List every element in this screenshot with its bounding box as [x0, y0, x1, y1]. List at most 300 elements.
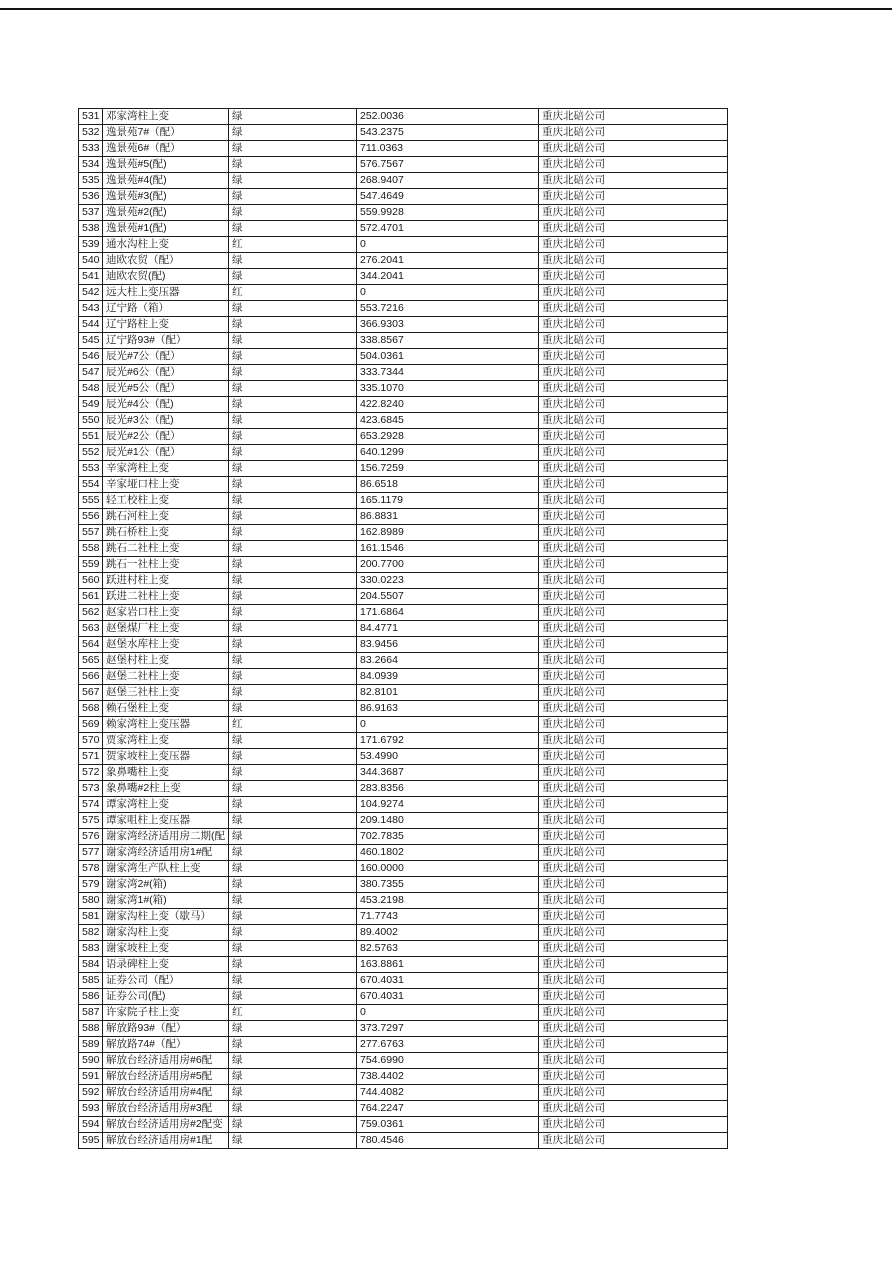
- table-row: [79, 1069, 728, 1085]
- table-row: [79, 797, 728, 813]
- status-cell: 绿: [229, 797, 357, 813]
- row-number-cell: 573: [79, 781, 103, 797]
- name-cell: 证券公司（配）: [103, 973, 229, 989]
- name-cell: 辰光#5公（配）: [103, 381, 229, 397]
- company-cell: 重庆北碚公司: [539, 733, 728, 749]
- value-cell: 0: [357, 1005, 539, 1021]
- status-cell: 绿: [229, 1069, 357, 1085]
- row-number-cell: 547: [79, 365, 103, 381]
- value-cell: 71.7743: [357, 909, 539, 925]
- status-cell: 绿: [229, 925, 357, 941]
- row-number-cell: 587: [79, 1005, 103, 1021]
- status-cell: 绿: [229, 1053, 357, 1069]
- name-cell: 远大柱上变压器: [103, 285, 229, 301]
- company-cell: 重庆北碚公司: [539, 1053, 728, 1069]
- table-row: [79, 557, 728, 573]
- name-cell: 辛家湾柱上变: [103, 461, 229, 477]
- row-number-cell: 564: [79, 637, 103, 653]
- value-cell: 754.6990: [357, 1053, 539, 1069]
- value-cell: 283.8356: [357, 781, 539, 797]
- table-row: [79, 333, 728, 349]
- value-cell: 0: [357, 285, 539, 301]
- value-cell: 423.6845: [357, 413, 539, 429]
- company-cell: 重庆北碚公司: [539, 477, 728, 493]
- status-cell: 绿: [229, 157, 357, 173]
- value-cell: 553.7216: [357, 301, 539, 317]
- table-row: [79, 813, 728, 829]
- row-number-cell: 532: [79, 125, 103, 141]
- status-cell: 绿: [229, 909, 357, 925]
- row-number-cell: 543: [79, 301, 103, 317]
- value-cell: 209.1480: [357, 813, 539, 829]
- name-cell: 解放台经济适用房#4配: [103, 1085, 229, 1101]
- name-cell: 赵堡村柱上变: [103, 653, 229, 669]
- status-cell: 绿: [229, 365, 357, 381]
- name-cell: 轻工校柱上变: [103, 493, 229, 509]
- status-cell: 绿: [229, 701, 357, 717]
- table-row: [79, 845, 728, 861]
- status-cell: 绿: [229, 557, 357, 573]
- row-number-cell: 555: [79, 493, 103, 509]
- value-cell: 543.2375: [357, 125, 539, 141]
- company-cell: 重庆北碚公司: [539, 1037, 728, 1053]
- company-cell: 重庆北碚公司: [539, 861, 728, 877]
- row-number-cell: 545: [79, 333, 103, 349]
- value-cell: 163.8861: [357, 957, 539, 973]
- row-number-cell: 562: [79, 605, 103, 621]
- row-number-cell: 540: [79, 253, 103, 269]
- row-number-cell: 566: [79, 669, 103, 685]
- table-row: [79, 861, 728, 877]
- name-cell: 逸景苑#1(配): [103, 221, 229, 237]
- name-cell: 赵堡三社柱上变: [103, 685, 229, 701]
- value-cell: 165.1179: [357, 493, 539, 509]
- value-cell: 83.9456: [357, 637, 539, 653]
- row-number-cell: 539: [79, 237, 103, 253]
- table-row: [79, 381, 728, 397]
- table-row: [79, 365, 728, 381]
- status-cell: 绿: [229, 189, 357, 205]
- name-cell: 赖家湾柱上变压器: [103, 717, 229, 733]
- table-row: [79, 253, 728, 269]
- value-cell: 547.4649: [357, 189, 539, 205]
- status-cell: 绿: [229, 509, 357, 525]
- name-cell: 谢家沟柱上变: [103, 925, 229, 941]
- name-cell: 谭家咀柱上变压器: [103, 813, 229, 829]
- value-cell: 460.1802: [357, 845, 539, 861]
- company-cell: 重庆北碚公司: [539, 493, 728, 509]
- name-cell: 辛家垭口柱上变: [103, 477, 229, 493]
- status-cell: 红: [229, 285, 357, 301]
- value-cell: 84.4771: [357, 621, 539, 637]
- table-row: [79, 685, 728, 701]
- status-cell: 绿: [229, 317, 357, 333]
- status-cell: 绿: [229, 685, 357, 701]
- row-number-cell: 563: [79, 621, 103, 637]
- company-cell: 重庆北碚公司: [539, 541, 728, 557]
- page-top-rule: [0, 8, 892, 10]
- table-row: [79, 509, 728, 525]
- company-cell: 重庆北碚公司: [539, 461, 728, 477]
- table-row: [79, 781, 728, 797]
- company-cell: 重庆北碚公司: [539, 285, 728, 301]
- row-number-cell: 590: [79, 1053, 103, 1069]
- row-number-cell: 552: [79, 445, 103, 461]
- row-number-cell: 557: [79, 525, 103, 541]
- status-cell: 绿: [229, 1085, 357, 1101]
- company-cell: 重庆北碚公司: [539, 973, 728, 989]
- value-cell: 89.4002: [357, 925, 539, 941]
- value-cell: 86.9163: [357, 701, 539, 717]
- table-row: [79, 877, 728, 893]
- table-row: [79, 189, 728, 205]
- name-cell: 逸景苑7#（配）: [103, 125, 229, 141]
- company-cell: 重庆北碚公司: [539, 989, 728, 1005]
- row-number-cell: 537: [79, 205, 103, 221]
- name-cell: 谭家湾柱上变: [103, 797, 229, 813]
- name-cell: 辰光#6公（配）: [103, 365, 229, 381]
- row-number-cell: 592: [79, 1085, 103, 1101]
- table-row: [79, 413, 728, 429]
- company-cell: 重庆北碚公司: [539, 173, 728, 189]
- company-cell: 重庆北碚公司: [539, 701, 728, 717]
- value-cell: 330.0223: [357, 573, 539, 589]
- row-number-cell: 579: [79, 877, 103, 893]
- company-cell: 重庆北碚公司: [539, 557, 728, 573]
- value-cell: 504.0361: [357, 349, 539, 365]
- status-cell: 绿: [229, 1117, 357, 1133]
- status-cell: 绿: [229, 845, 357, 861]
- table-row: [79, 925, 728, 941]
- table-row: [79, 573, 728, 589]
- company-cell: 重庆北碚公司: [539, 589, 728, 605]
- status-cell: 绿: [229, 589, 357, 605]
- company-cell: 重庆北碚公司: [539, 797, 728, 813]
- name-cell: 贺家坡柱上变压器: [103, 749, 229, 765]
- company-cell: 重庆北碚公司: [539, 125, 728, 141]
- transformer-table: [78, 108, 728, 1149]
- table-row: [79, 733, 728, 749]
- table-row: [79, 477, 728, 493]
- table-row: [79, 701, 728, 717]
- value-cell: 335.1070: [357, 381, 539, 397]
- table-row: [79, 749, 728, 765]
- value-cell: 333.7344: [357, 365, 539, 381]
- table-row: [79, 285, 728, 301]
- table-row: [79, 765, 728, 781]
- table-row: [79, 637, 728, 653]
- row-number-cell: 567: [79, 685, 103, 701]
- value-cell: 702.7835: [357, 829, 539, 845]
- table-row: [79, 653, 728, 669]
- table-row: [79, 893, 728, 909]
- name-cell: 邓家湾柱上变: [103, 109, 229, 125]
- table-row: [79, 541, 728, 557]
- status-cell: 绿: [229, 765, 357, 781]
- row-number-cell: 535: [79, 173, 103, 189]
- table-row: [79, 525, 728, 541]
- value-cell: 82.5763: [357, 941, 539, 957]
- company-cell: 重庆北碚公司: [539, 781, 728, 797]
- company-cell: 重庆北碚公司: [539, 1133, 728, 1149]
- value-cell: 559.9928: [357, 205, 539, 221]
- value-cell: 640.1299: [357, 445, 539, 461]
- status-cell: 绿: [229, 205, 357, 221]
- table-row: [79, 269, 728, 285]
- name-cell: 解放台经济适用房#2配变: [103, 1117, 229, 1133]
- value-cell: 453.2198: [357, 893, 539, 909]
- table-row: [79, 1117, 728, 1133]
- status-cell: 绿: [229, 861, 357, 877]
- status-cell: 绿: [229, 1101, 357, 1117]
- table-row: [79, 173, 728, 189]
- value-cell: 344.3687: [357, 765, 539, 781]
- row-number-cell: 551: [79, 429, 103, 445]
- company-cell: 重庆北碚公司: [539, 525, 728, 541]
- name-cell: 谢家湾2#(箱): [103, 877, 229, 893]
- company-cell: 重庆北碚公司: [539, 669, 728, 685]
- company-cell: 重庆北碚公司: [539, 877, 728, 893]
- company-cell: 重庆北碚公司: [539, 397, 728, 413]
- status-cell: 绿: [229, 301, 357, 317]
- status-cell: 绿: [229, 173, 357, 189]
- table-row: [79, 205, 728, 221]
- table-row: [79, 605, 728, 621]
- value-cell: 83.2664: [357, 653, 539, 669]
- row-number-cell: 584: [79, 957, 103, 973]
- company-cell: 重庆北碚公司: [539, 941, 728, 957]
- company-cell: 重庆北碚公司: [539, 1005, 728, 1021]
- company-cell: 重庆北碚公司: [539, 909, 728, 925]
- table-row: [79, 1101, 728, 1117]
- table-row: [79, 989, 728, 1005]
- value-cell: 738.4402: [357, 1069, 539, 1085]
- status-cell: 绿: [229, 413, 357, 429]
- company-cell: 重庆北碚公司: [539, 685, 728, 701]
- row-number-cell: 546: [79, 349, 103, 365]
- row-number-cell: 544: [79, 317, 103, 333]
- table-row: [79, 157, 728, 173]
- value-cell: 104.9274: [357, 797, 539, 813]
- value-cell: 84.0939: [357, 669, 539, 685]
- company-cell: 重庆北碚公司: [539, 317, 728, 333]
- status-cell: 绿: [229, 349, 357, 365]
- company-cell: 重庆北碚公司: [539, 829, 728, 845]
- company-cell: 重庆北碚公司: [539, 445, 728, 461]
- company-cell: 重庆北碚公司: [539, 925, 728, 941]
- row-number-cell: 565: [79, 653, 103, 669]
- status-cell: 绿: [229, 893, 357, 909]
- status-cell: 绿: [229, 733, 357, 749]
- name-cell: 辰光#7公（配）: [103, 349, 229, 365]
- value-cell: 204.5507: [357, 589, 539, 605]
- table-row: [79, 941, 728, 957]
- name-cell: 解放台经济适用房#1配: [103, 1133, 229, 1149]
- name-cell: 赵堡二社柱上变: [103, 669, 229, 685]
- value-cell: 780.4546: [357, 1133, 539, 1149]
- name-cell: 赵堡煤厂柱上变: [103, 621, 229, 637]
- company-cell: 重庆北碚公司: [539, 205, 728, 221]
- row-number-cell: 582: [79, 925, 103, 941]
- company-cell: 重庆北碚公司: [539, 1101, 728, 1117]
- company-cell: 重庆北碚公司: [539, 413, 728, 429]
- table-body: [79, 109, 728, 1149]
- name-cell: 辽宁路柱上变: [103, 317, 229, 333]
- table-row: [79, 957, 728, 973]
- value-cell: 764.2247: [357, 1101, 539, 1117]
- table-row: [79, 221, 728, 237]
- value-cell: 744.4082: [357, 1085, 539, 1101]
- name-cell: 解放台经济适用房#3配: [103, 1101, 229, 1117]
- name-cell: 迪欧农贸(配): [103, 269, 229, 285]
- value-cell: 277.6763: [357, 1037, 539, 1053]
- row-number-cell: 581: [79, 909, 103, 925]
- row-number-cell: 531: [79, 109, 103, 125]
- value-cell: 53.4990: [357, 749, 539, 765]
- status-cell: 绿: [229, 125, 357, 141]
- row-number-cell: 550: [79, 413, 103, 429]
- name-cell: 谢家坡柱上变: [103, 941, 229, 957]
- name-cell: 解放路74#（配）: [103, 1037, 229, 1053]
- name-cell: 辽宁路（箱）: [103, 301, 229, 317]
- name-cell: 解放台经济适用房#6配: [103, 1053, 229, 1069]
- value-cell: 82.8101: [357, 685, 539, 701]
- status-cell: 绿: [229, 253, 357, 269]
- value-cell: 759.0361: [357, 1117, 539, 1133]
- value-cell: 711.0363: [357, 141, 539, 157]
- row-number-cell: 554: [79, 477, 103, 493]
- table-row: [79, 109, 728, 125]
- name-cell: 证券公司(配): [103, 989, 229, 1005]
- status-cell: 绿: [229, 429, 357, 445]
- value-cell: 160.0000: [357, 861, 539, 877]
- company-cell: 重庆北碚公司: [539, 141, 728, 157]
- value-cell: 0: [357, 717, 539, 733]
- name-cell: 通水沟柱上变: [103, 237, 229, 253]
- name-cell: 跳石二社柱上变: [103, 541, 229, 557]
- table-row: [79, 1021, 728, 1037]
- company-cell: 重庆北碚公司: [539, 269, 728, 285]
- status-cell: 绿: [229, 1133, 357, 1149]
- row-number-cell: 593: [79, 1101, 103, 1117]
- row-number-cell: 574: [79, 797, 103, 813]
- company-cell: 重庆北碚公司: [539, 365, 728, 381]
- status-cell: 绿: [229, 109, 357, 125]
- row-number-cell: 570: [79, 733, 103, 749]
- row-number-cell: 536: [79, 189, 103, 205]
- name-cell: 谢家湾经济适用房二期(配: [103, 829, 229, 845]
- value-cell: 86.6518: [357, 477, 539, 493]
- status-cell: 绿: [229, 269, 357, 285]
- value-cell: 380.7355: [357, 877, 539, 893]
- name-cell: 谢家湾经济适用房1#配: [103, 845, 229, 861]
- row-number-cell: 549: [79, 397, 103, 413]
- name-cell: 许家院子柱上变: [103, 1005, 229, 1021]
- name-cell: 跳石桥柱上变: [103, 525, 229, 541]
- table-row: [79, 1085, 728, 1101]
- company-cell: 重庆北碚公司: [539, 157, 728, 173]
- row-number-cell: 569: [79, 717, 103, 733]
- table-row: [79, 301, 728, 317]
- row-number-cell: 548: [79, 381, 103, 397]
- company-cell: 重庆北碚公司: [539, 813, 728, 829]
- value-cell: 252.0036: [357, 109, 539, 125]
- row-number-cell: 591: [79, 1069, 103, 1085]
- row-number-cell: 586: [79, 989, 103, 1005]
- company-cell: 重庆北碚公司: [539, 637, 728, 653]
- value-cell: 366.9303: [357, 317, 539, 333]
- table-row: [79, 461, 728, 477]
- status-cell: 绿: [229, 141, 357, 157]
- table-row: [79, 1005, 728, 1021]
- table-row: [79, 317, 728, 333]
- value-cell: 200.7700: [357, 557, 539, 573]
- name-cell: 辰光#4公（配): [103, 397, 229, 413]
- company-cell: 重庆北碚公司: [539, 509, 728, 525]
- value-cell: 338.8567: [357, 333, 539, 349]
- status-cell: 绿: [229, 493, 357, 509]
- status-cell: 绿: [229, 621, 357, 637]
- status-cell: 绿: [229, 477, 357, 493]
- row-number-cell: 575: [79, 813, 103, 829]
- name-cell: 谢家湾生产队柱上变: [103, 861, 229, 877]
- company-cell: 重庆北碚公司: [539, 109, 728, 125]
- row-number-cell: 568: [79, 701, 103, 717]
- row-number-cell: 583: [79, 941, 103, 957]
- company-cell: 重庆北碚公司: [539, 653, 728, 669]
- status-cell: 绿: [229, 397, 357, 413]
- value-cell: 670.4031: [357, 989, 539, 1005]
- company-cell: 重庆北碚公司: [539, 301, 728, 317]
- row-number-cell: 577: [79, 845, 103, 861]
- table-row: [79, 829, 728, 845]
- name-cell: 逸景苑#4(配): [103, 173, 229, 189]
- name-cell: 辰光#3公（配): [103, 413, 229, 429]
- value-cell: 86.8831: [357, 509, 539, 525]
- name-cell: 逸景苑#5(配): [103, 157, 229, 173]
- status-cell: 绿: [229, 541, 357, 557]
- status-cell: 绿: [229, 573, 357, 589]
- status-cell: 绿: [229, 989, 357, 1005]
- status-cell: 绿: [229, 957, 357, 973]
- name-cell: 语录碑柱上变: [103, 957, 229, 973]
- table-row: [79, 429, 728, 445]
- table-row: [79, 589, 728, 605]
- table-row: [79, 493, 728, 509]
- name-cell: 跳石河柱上变: [103, 509, 229, 525]
- row-number-cell: 556: [79, 509, 103, 525]
- name-cell: 象鼻嘴#2柱上变: [103, 781, 229, 797]
- company-cell: 重庆北碚公司: [539, 221, 728, 237]
- status-cell: 绿: [229, 813, 357, 829]
- status-cell: 红: [229, 717, 357, 733]
- status-cell: 绿: [229, 381, 357, 397]
- name-cell: 逸景苑#2(配): [103, 205, 229, 221]
- status-cell: 绿: [229, 669, 357, 685]
- company-cell: 重庆北碚公司: [539, 349, 728, 365]
- table-row: [79, 397, 728, 413]
- row-number-cell: 578: [79, 861, 103, 877]
- company-cell: 重庆北碚公司: [539, 717, 728, 733]
- value-cell: 171.6792: [357, 733, 539, 749]
- company-cell: 重庆北碚公司: [539, 1085, 728, 1101]
- name-cell: 解放路93#（配）: [103, 1021, 229, 1037]
- row-number-cell: 541: [79, 269, 103, 285]
- row-number-cell: 553: [79, 461, 103, 477]
- company-cell: 重庆北碚公司: [539, 1069, 728, 1085]
- name-cell: 跃进村柱上变: [103, 573, 229, 589]
- row-number-cell: 580: [79, 893, 103, 909]
